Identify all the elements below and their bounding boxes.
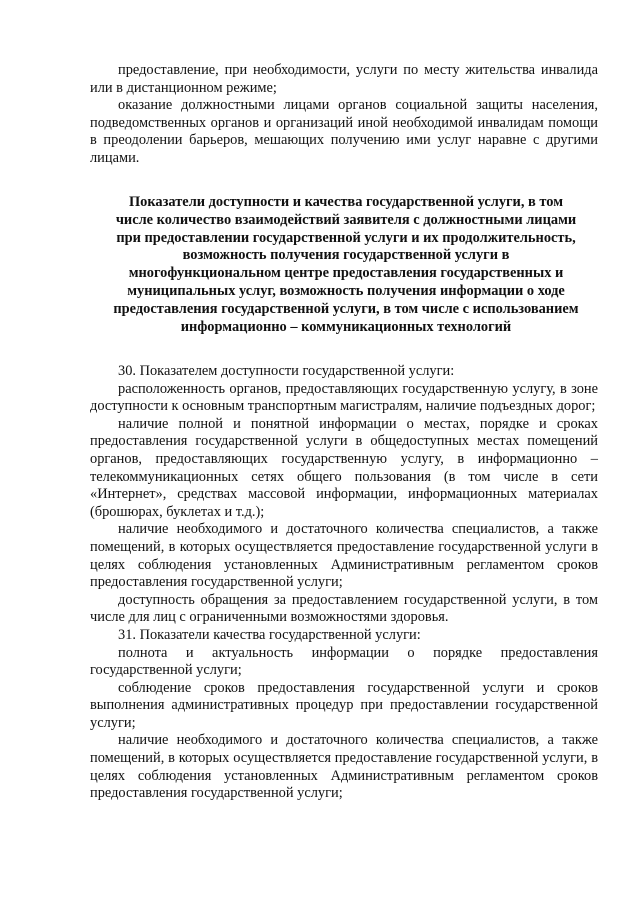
paragraph-31-title: 31. Показатели качества государственной услуги: [118,626,421,643]
paragraph: оказание должностными лицами органов социальной защиты населения, подведомственных органов и организаций иной необходимой инвалидам помощи в преодолении барьеров, мешающих получению ими услуг наравне с другими лицами. [90,97,598,166]
heading-line: предоставления государственной услуги, в том числе с использованием [113,300,579,317]
heading-line: возможность получения государственной услуги в [182,247,510,264]
paragraph: наличие полной и понятной информации о местах, порядке и сроках предоставления государственной услуги в общедоступных местах помещений органов, предоставляющих государственную услугу, в информационно – телекоммуникационных сетях общего пользования (в том числе в сети «Интернет», средствах массовой информации, информационных материалах (брошюрах, буклетах и т.д.); [90,415,598,520]
heading-line: муниципальных услуг, возможность получения информации о ходе [127,282,565,299]
paragraph-30-title: 30. Показателем доступности государственной услуги: [118,363,455,379]
paragraph: соблюдение сроков предоставления государственной услуги и сроков выполнения административных процедур при предоставлении государственной услуги; [90,679,598,731]
paragraph: наличие необходимого и достаточного количества специалистов, а также помещений, в которых осуществляется предоставление государственной услуги, в целях соблюдения установленных Административным регламентом сроков предоставления государственной услуги; [90,732,598,802]
paragraph: полнота и актуальность информации о порядке предоставления государственной услуги; [90,644,598,679]
paragraph: предоставление, при необходимости, услуги по месту жительства инвалида или в дистанционном режиме; [90,62,598,96]
heading-line: Показатели доступности и качества государственной услуги, в том [128,194,564,210]
heading-line: многофункциональном центре предоставления государственных и [128,265,564,282]
heading-line: числе количество взаимодействий заявителя с должностными лицами [115,211,577,228]
paragraph: наличие необходимого и достаточного количества специалистов, а также помещений, в которых осуществляется предоставление государственной услуги в целях соблюдения установленных Административным регламентом сроков предоставления государственной услуги; [90,521,598,591]
paragraph: расположенность органов, предоставляющих государственную услугу, в зоне доступности к основным транспортным магистралям, наличие подъездных дорог; [90,380,598,415]
section-heading [92,194,600,336]
heading-line: информационно – коммуникационных технологий [180,318,512,335]
top-text-section [90,62,598,168]
paragraph: доступность обращения за предоставлением государственной услуги, в том числе для лиц с ограниченными возможностями здоровья. [90,591,598,626]
main-text-section [90,363,598,803]
heading-line: при предоставлении государственной услуги и их продолжительность, [116,229,576,246]
